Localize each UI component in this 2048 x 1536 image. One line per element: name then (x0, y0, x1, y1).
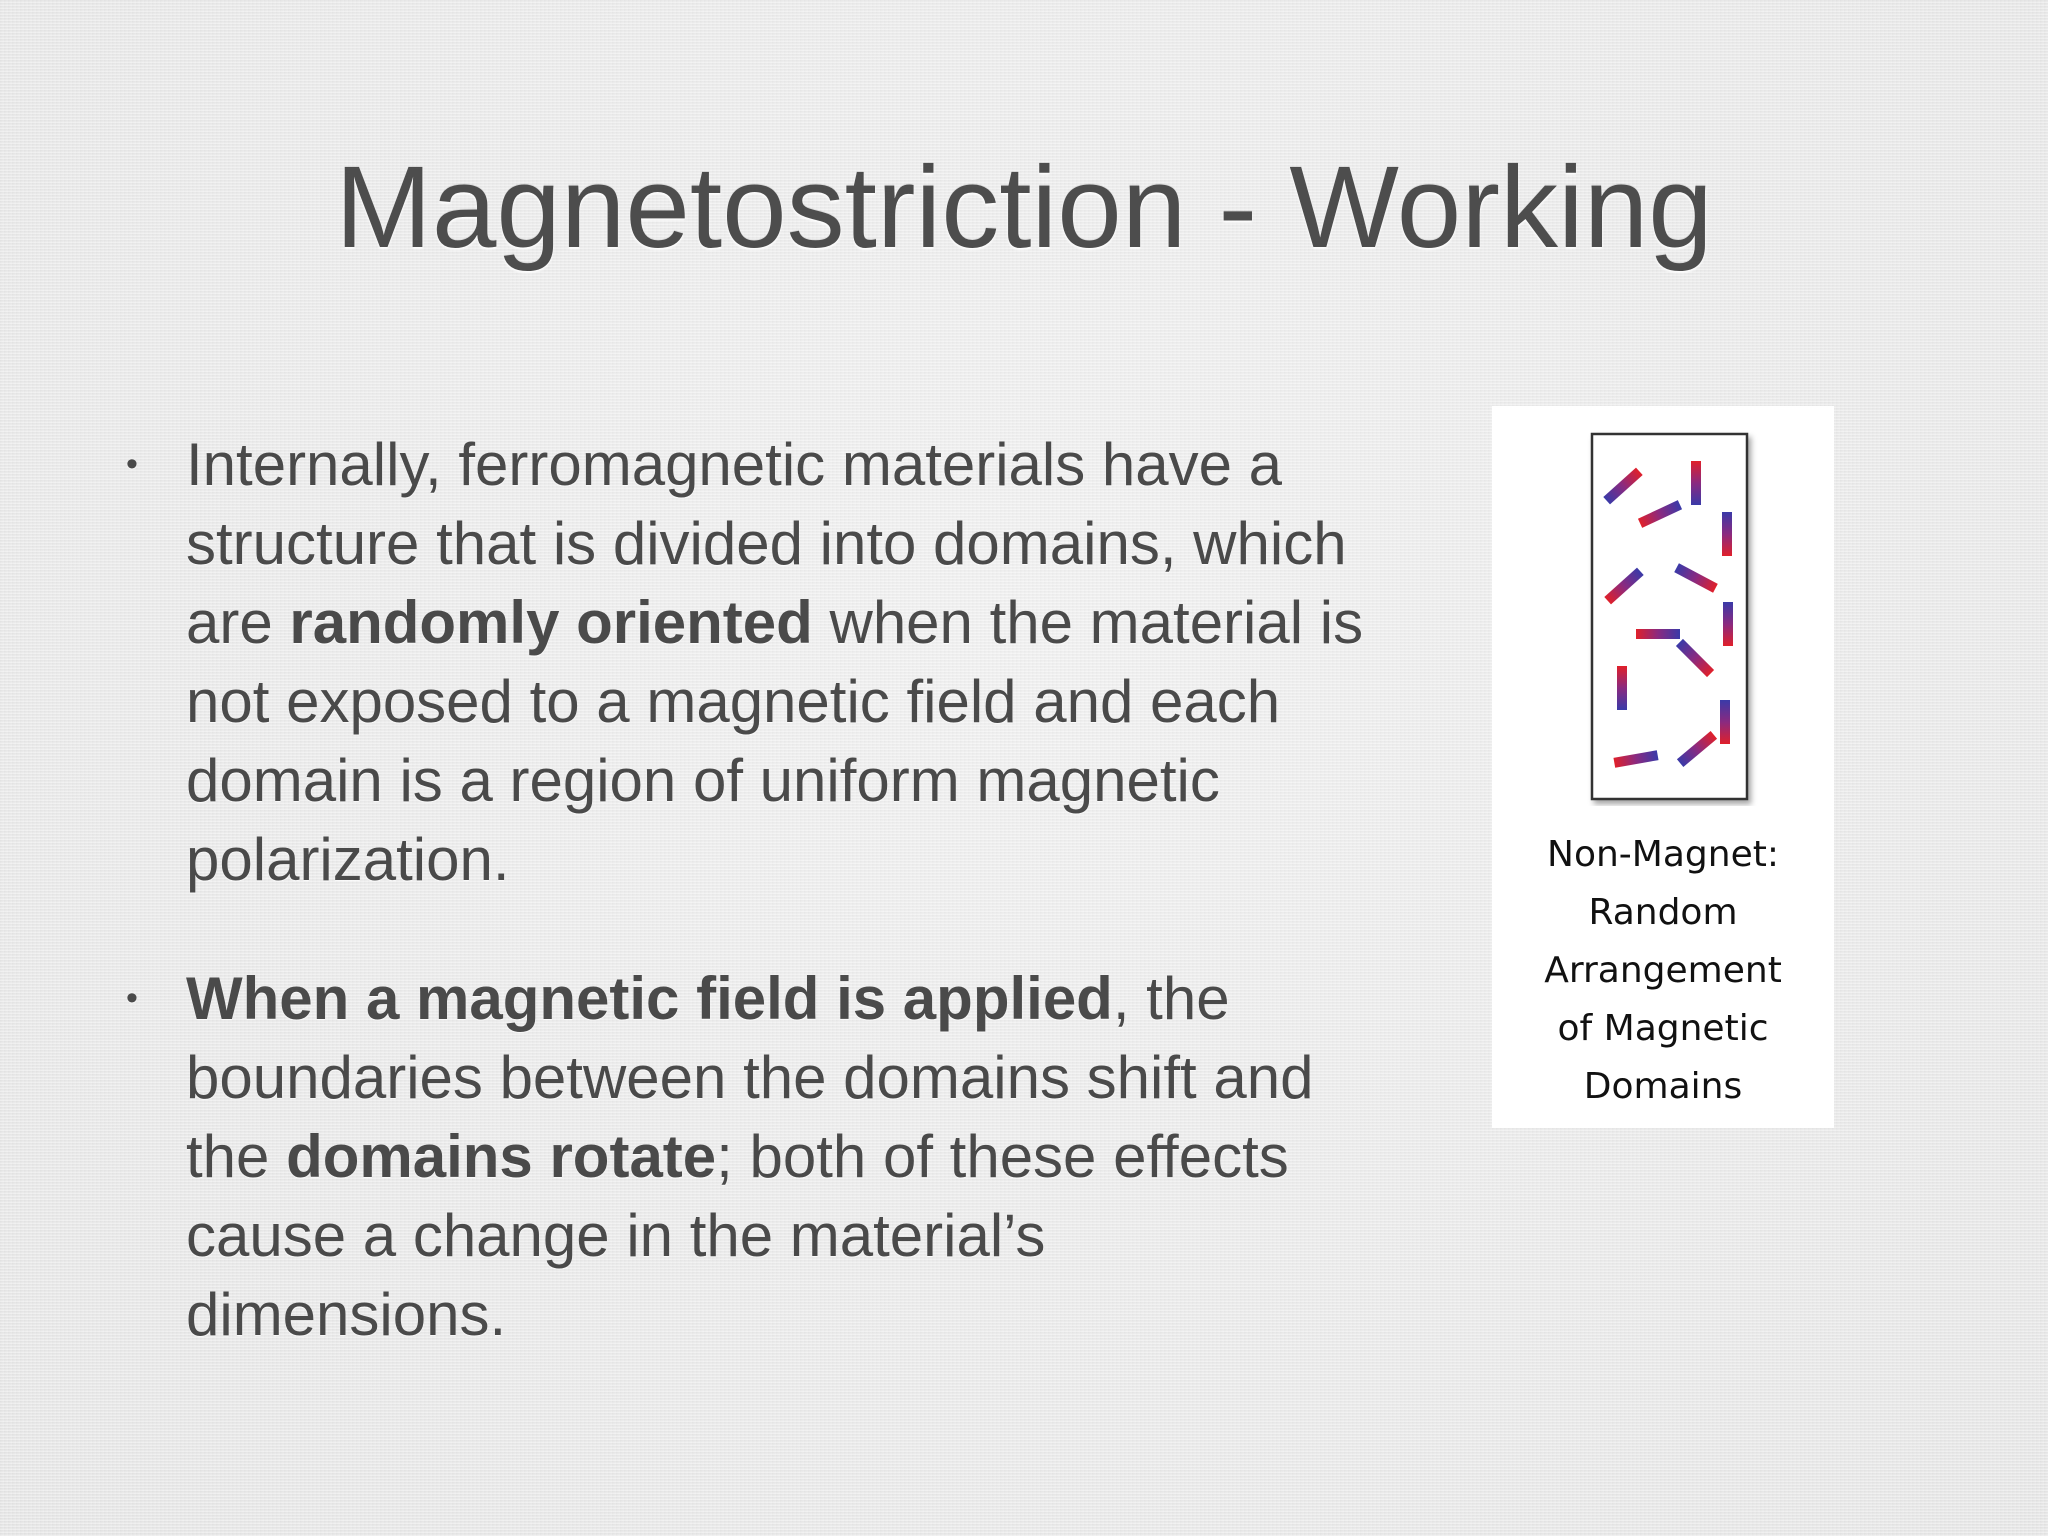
caption-line: Non-Magnet: (1547, 834, 1779, 875)
bullet-text: Internally, ferromagnetic materials have a structure that is divided into domains, which are (186, 431, 1347, 656)
caption-line: Domains (1583, 1066, 1743, 1107)
slide-title: Magnetostriction - Working (335, 142, 1713, 272)
bullet-emphasis: domains rotate (286, 1123, 717, 1190)
bullet-item-2 (118, 959, 1378, 1354)
bullet-item-1 (118, 425, 1378, 899)
bullet-text: when the material is not exposed to a magnetic field and each domain is a region of uniform magnetic polarization. (186, 589, 1364, 893)
bullet-list (118, 425, 1378, 1354)
caption-line: Random (1588, 892, 1738, 933)
domains-figure (1492, 406, 1834, 1128)
bullet-marker: • (126, 445, 138, 483)
bullet-emphasis: randomly oriented (289, 589, 813, 656)
caption-line: Arrangement (1544, 950, 1782, 991)
domain-magnet (1636, 629, 1680, 639)
domain-magnet (1691, 461, 1701, 505)
bullet-text: , the boundaries between the domains shift and the (186, 965, 1314, 1190)
domains-illustration (1492, 406, 1834, 806)
bullet-emphasis: When a magnetic field is applied (186, 965, 1113, 1032)
figure-caption (1492, 826, 1834, 1116)
domain-magnet (1723, 602, 1733, 646)
domain-magnet (1720, 700, 1730, 744)
domain-magnet (1722, 512, 1732, 556)
bullet-marker: • (126, 979, 138, 1017)
bullet-text: ; both of these effects cause a change in the material’s dimensions. (186, 1123, 1289, 1348)
domain-magnet (1617, 666, 1627, 710)
caption-line: of Magnetic (1557, 1008, 1769, 1049)
